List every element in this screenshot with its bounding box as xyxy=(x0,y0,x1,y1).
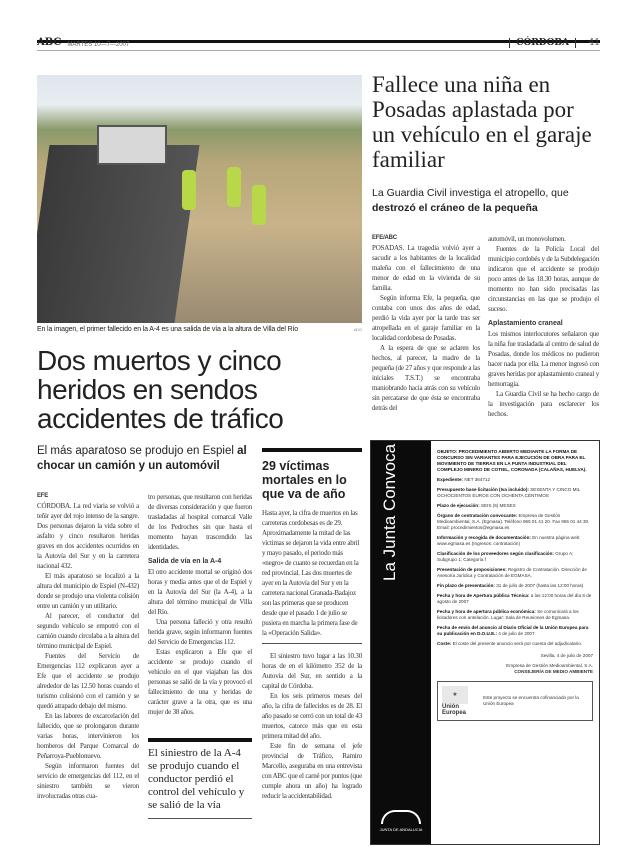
divider xyxy=(262,643,362,644)
right-column-2 xyxy=(488,234,599,419)
paragraph: En las labores de excarcelación del fallecido, que se prolongaron durante varias horas, intervinieron los bomberos del Parque Comarcal de Peñarroya-Pueblonuevo. xyxy=(37,712,139,760)
ad-item: Expediente: NET 364712 xyxy=(437,477,491,482)
left-headline: Dos muertos y cinco heridos en sendos accidentes de tráfico xyxy=(37,345,284,434)
paragraph: tro personas, que resultaron con heridas de diversas consideración y que fueron trasladadas al hospital comarcal Valle de los Pedroches sin que hasta el momento hayan trascendido las identidades. xyxy=(148,493,252,551)
subheading: Salida de vía en la A-4 xyxy=(148,558,222,565)
paragraph: Según informaron fuentes del servicio de emergencias del 112, en el siniestro también se vieron involucradas otras cua- xyxy=(37,762,139,800)
paragraph: Fuentes de la Policía Local del municipio cordobés y de la Subdelegación indicaron que el accidente se produjo poco antes de las 18.30 horas, aunque de momento no han sido precisadas las circunstancias en las que se produjo el suceso. xyxy=(488,245,599,313)
subhead-bold: destrozó el cráneo de la pequeña xyxy=(372,202,538,214)
ad-date: Sevilla, 4 de julio de 2007 xyxy=(540,653,593,658)
subhead-bold: al chocar un camión y un automóvil xyxy=(37,445,247,472)
eu-box xyxy=(437,681,593,721)
paper-name: ABC xyxy=(37,37,62,48)
paragraph: Estas explicaron a Efe que el accidente se produjo cuando el vehículo en el que viajaban las dos personas se salió de la vía y provocó el fallecimiento de una y heridas de carácter grave a la otra, que es una mujer de 38 años. xyxy=(148,648,252,716)
sidebar-box xyxy=(262,448,362,801)
ad-company: Empresa de Gestión Medioambiental, S.A. xyxy=(506,663,593,668)
subhead-plain: La Guardia Civil investiga el atropello, que xyxy=(372,187,569,199)
page-header xyxy=(37,34,600,48)
subhead-plain: El más aparatoso se produjo en Espiel xyxy=(37,445,238,457)
ad-item: Fecha y hora de Apertura pública Técnica: a las 12:00 horas del día 8 de agosto de 2007 xyxy=(437,593,592,604)
ad-strip xyxy=(371,441,431,844)
paragraph: Los mismos interlocutores señalaron que la niña fue trasladada al centro de salud de Posadas, donde los médicos no pudieron hacer nada por ella. La menor ingresó con graves heridas por aplastamiento craneal y hemorragia. xyxy=(488,330,599,388)
paragraph: Este fin de semana el jefe provincial de Tráfico, Ramiro Marcello, aseguraba en una entrevista con ABC que el carné por puntos (que cumple ahora un año) ha logrado reducir la accidentabilidad. xyxy=(262,742,362,800)
ad-item: Fecha y hora de apertura pública económica: Se comunicará a los licitadores con antelación. Lugar: Sala de Reuniones de Egmasa. xyxy=(437,609,579,620)
subheading: Aplastamiento craneal xyxy=(488,320,563,327)
paragraph: Fuentes del Servicio de Emergencias 112 explicaron ayer a Efe que el accidente se produjo alrededor de las 12.50 horas cuando el turismo colisionó con el camión y se quedó atrapado debajo del mismo. xyxy=(37,652,139,710)
ad-item: Presentación de proposiciones: Registro de Contratación. Dirección de Asesoría Jurídica y Contratación de EGMASA. xyxy=(437,567,587,578)
right-column-1 xyxy=(372,234,480,413)
logo-text: JUNTA DE ANDALUCIA xyxy=(379,827,423,832)
ad-title: La Junta Convoca xyxy=(380,443,399,581)
paragraph: automóvil, un monovolumen. xyxy=(488,235,566,243)
left-subhead xyxy=(37,444,255,474)
paragraph: El más aparatoso se localizó a la altura del municipio de Espiel (N-432) donde se produjo una violenta colisión entre un camión y un utilitario. xyxy=(37,572,139,610)
ad-item: Presupuesto base licitación (Iva incluido): SESENTA Y CINCO MIL OCHOCIENTOS EUROS CON OCHENTA CÉNTIMOS xyxy=(437,487,581,498)
ad-item: Información y recogida de documentación: En nuestra página web: www.egmasa.es (Ingresos: contratación) xyxy=(437,535,581,546)
ad-signature xyxy=(437,653,593,675)
advertisement xyxy=(370,440,600,845)
section-name: CÓRDOBA xyxy=(509,38,576,48)
paragraph: A la espera de que se aclaren los hechos, al parecer, la madre de la pequeña (de 27 años y que responde a las iniciales T.S.T.) se encontraba maniobrando hacia atrás con su vehículo sin percatarse de que ésta se encontraba detrás del xyxy=(372,344,480,412)
pull-quote: El siniestro de la A-4 se produjo cuando el conductor perdió el control del vehículo y se salió de la vía xyxy=(148,738,252,819)
left-column-2 xyxy=(148,492,252,717)
ad-item: Órgano de contratación convocante: Empresa de Gestión Medioambiental, S.A. (Egmasa). Teléfono 955 01 41 20. Fax 955 01 44 30. Email: procedimientos@egmasa.es xyxy=(437,513,590,530)
ad-item: OBJETO: PROCEDIMIENTO ABIERTO MEDIANTE LA FORMA DE CONCURSO SIN VARIANTES PARA EJECUCIÓN DE OBRA PARA EL MOVIMIENTO DE TIERRAS EN LA PUNTA INDUSTRIAL DEL COMPLEJO MINERO DE COTIEL, CORONADA (CALAÑAS, HUELVA). xyxy=(437,449,587,472)
eu-label: Unión Europea xyxy=(442,704,467,716)
ad-body xyxy=(431,441,599,844)
worker xyxy=(182,170,196,210)
right-subhead xyxy=(372,186,600,216)
eu-flag-icon: ★ xyxy=(442,686,468,704)
paragraph: El siniestro tuvo lugar a las 10.30 horas de en el kilómetro 352 de la Autovía del Sur, en sentido a la capital de Córdoba. xyxy=(262,652,362,690)
photo-caption xyxy=(37,325,362,334)
right-headline: Fallece una niña en Posadas aplastada por un vehículo en el garaje familiar xyxy=(372,72,592,172)
ad-ministry: CONSEJERÍA DE MEDIO AMBIENTE xyxy=(514,669,593,674)
accident-photo xyxy=(37,75,362,323)
left-column-1 xyxy=(37,492,139,801)
paragraph: CÓRDOBA. La red viaria se volvió a teñir ayer del rojo intenso de la sangre. Dos personas dejaron la vida sobre el asfalto y cinco resultaron heridas graves en dos accidentes ocurridos en la Autovía del Sur y en la carretera nacional 432. xyxy=(37,502,139,570)
ad-item: Fecha de envío del anuncio al Diario Oficial de la Unión Europea para su publicación en D.O.U.E.: 4 de julio de 2007 xyxy=(437,625,589,636)
paragraph: El otro accidente mortal se originó dos horas y media antes que el de Espiel y en la Autovía del Sur (la A-4), a la altura del término municipal de Villa del Río. xyxy=(148,568,252,616)
ad-item: Clasificación de los proveedores según clasificación: Grupo A; Subgrupo 1; Categoría f xyxy=(437,551,574,562)
ad-item: Coste: El coste del presente anuncio será por cuenta del adjudicatario. xyxy=(437,641,583,646)
truck xyxy=(97,125,167,165)
issue-date: MARTES 10—7—2007 xyxy=(67,42,130,48)
paragraph: POSADAS. La tragedia volvió ayer a sacudir a los habitantes de la localidad maleña con el fallecimiento de una menor de edad en la vivienda de su familia. xyxy=(372,244,480,292)
worker xyxy=(227,167,241,207)
paragraph: La Guardia Civil se ha hecho cargo de la investigación para esclarecer los hechos. xyxy=(488,390,599,418)
ad-item: Plazo de ejecución: SEIS (6) MESES xyxy=(437,503,516,508)
paragraph: Al parecer, el conductor del segundo vehículo se empotró con el camión cuando circulaba a la altura del término municipal de Espiel. xyxy=(37,612,139,650)
ad-item: Fin plazo de presentación: 31 de julio de 2007 (hasta las 12:00 horas) xyxy=(437,583,584,588)
junta-logo xyxy=(379,810,423,832)
road xyxy=(37,145,200,323)
eu-text: Este proyecto se encuentra cofinanciado por la Unión Europea xyxy=(483,695,579,706)
sidebar-headline: 29 víctimas mortales en lo que va de año xyxy=(262,459,347,501)
paragraph: En los seis primeros meses del año, la cifra de fallecidos es de 28. El año pasado se cerró con un total de 43 muertos, catorce más que en esta primera mitad del año. xyxy=(262,692,362,740)
agency-byline: EFE xyxy=(37,493,49,499)
header-underline xyxy=(37,50,600,51)
paragraph: Según informa Efe, la pequeña, que contaba con unos dos años de edad, perdió la vida ayer por la tarde tras ser atropellada en el garaje familiar en la localidad cordobesa de Posadas. xyxy=(372,294,480,342)
page-number: 41 xyxy=(588,38,600,48)
worker xyxy=(252,185,266,225)
sidebar-intro: Hasta ayer, la cifra de muertos en las carreteras cordobesas es de 29. Aproximadamente la mitad de las víctimas se dejaron la vida entre abril y mayo pasado, el periodo más «negro» de cuanto se recuerdan en la red provincial. Las dos muertes de ayer en la Autovía del Sur y en la carretera nacional Granada-Badajoz son las primeras que se producen desde que el pasado 1 de julio se pusiera en marcha la primera fase de la «Operación Salida». xyxy=(262,509,360,637)
photo-credit: ADG xyxy=(353,327,362,332)
paragraph: Una persona falleció y otra resultó herida grave, según informaron fuentes del Servicio de Emergencias 112. xyxy=(148,618,252,646)
caption-text: En la imagen, el primer fallecido en la A-4 es una salida de vía a la altura de Villa del Río xyxy=(37,326,299,333)
agency-byline: EFE/ABC xyxy=(372,235,397,241)
